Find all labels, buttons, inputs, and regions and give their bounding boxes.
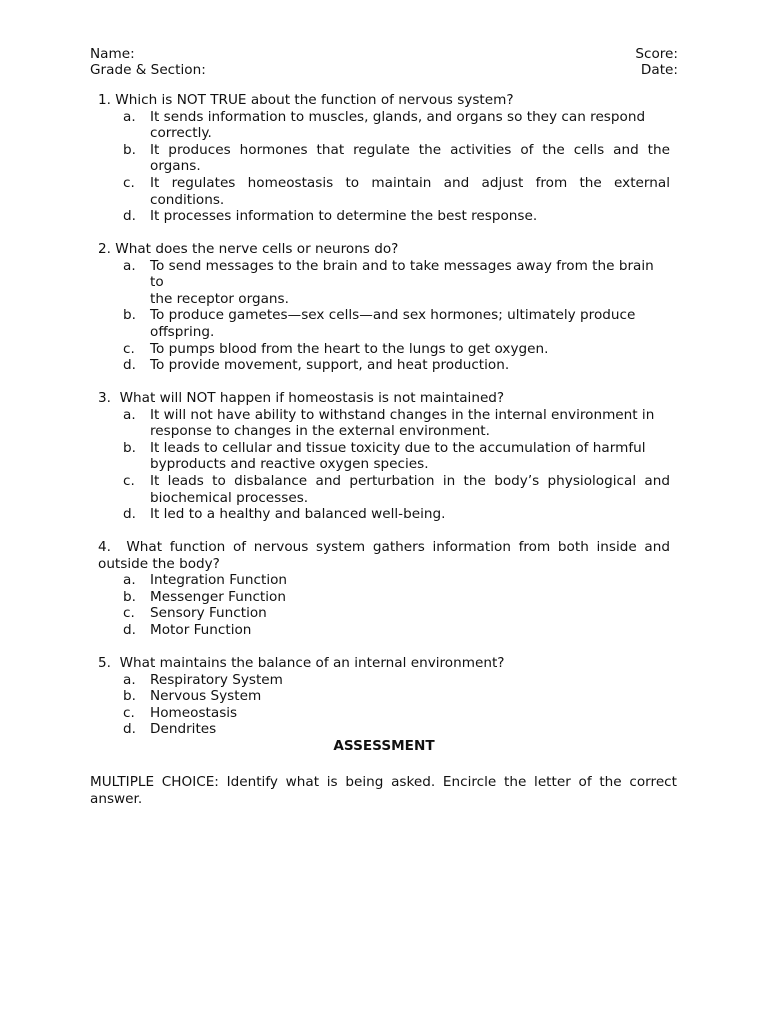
option-c — [98, 705, 670, 722]
option-letter: d. — [123, 357, 136, 374]
option-letter: b. — [123, 439, 136, 456]
option-text: Nervous System — [150, 688, 262, 705]
option-letter: d. — [123, 621, 136, 638]
option-a — [98, 672, 670, 689]
option-letter: a. — [123, 108, 136, 125]
option-letter: a. — [123, 406, 136, 423]
option-text: Messenger Function — [150, 588, 286, 605]
question-text: 3. What will NOT happen if homeostasis is not maintained? — [98, 390, 505, 406]
option-letter: b. — [123, 588, 136, 605]
question-1 — [98, 92, 670, 225]
question-3 — [98, 390, 670, 523]
option-letter: a. — [123, 257, 136, 274]
option-text: Respiratory System — [150, 671, 283, 688]
option-text: It led to a healthy and balanced well-being. — [150, 506, 446, 523]
option-a — [98, 572, 670, 589]
option-c — [98, 175, 670, 208]
option-letter: d. — [123, 506, 136, 523]
option-text: It processes information to determine the best response. — [150, 208, 538, 225]
option-b — [98, 688, 670, 705]
option-text: Integration Function — [150, 572, 288, 589]
option-letter: b. — [123, 307, 136, 324]
option-b — [98, 142, 670, 175]
header-row-2 — [90, 62, 678, 79]
question-text: 2. What does the nerve cells or neurons do? — [98, 241, 399, 257]
option-letter: a. — [123, 572, 136, 589]
question-text: 5. What maintains the balance of an internal environment? — [98, 655, 505, 671]
option-a — [98, 258, 670, 308]
option-text: To pumps blood from the heart to the lungs to get oxygen. — [150, 340, 549, 357]
option-letter: c. — [123, 472, 135, 489]
option-letter: c. — [123, 340, 135, 357]
question-2 — [98, 241, 670, 374]
option-c — [98, 341, 670, 358]
option-text: It produces hormones that regulate the activities of the cells and the organs. — [150, 141, 670, 175]
option-b — [98, 589, 670, 606]
option-text: It sends information to muscles, glands, and organs so they can respond correctly. — [150, 108, 646, 142]
option-text-continued: the receptor organs. — [150, 290, 289, 307]
header-row-1 — [90, 46, 678, 63]
question-4 — [98, 539, 675, 639]
option-text: Motor Function — [150, 621, 252, 638]
option-a — [98, 407, 670, 440]
option-text: It will not have ability to withstand changes in the internal environment in response to changes in the external environment. — [150, 406, 655, 440]
option-text: To produce gametes—sex cells—and sex hormones; ultimately produce offspring. — [150, 307, 636, 340]
option-letter: c. — [123, 605, 135, 622]
option-a — [98, 109, 670, 142]
option-letter: c. — [123, 174, 135, 191]
grade-section-label: Grade & Section: — [90, 62, 206, 78]
option-letter: d. — [123, 208, 136, 225]
instructions: MULTIPLE CHOICE: Identify what is being asked. Encircle the letter of the correct answer. — [90, 774, 677, 807]
option-text: To send messages to the brain and to take messages away from the brain to — [150, 257, 654, 291]
option-text: It leads to disbalance and perturbation in the body’s physiological and biochemical processes. — [150, 472, 670, 506]
name-label: Name: — [90, 46, 135, 62]
option-b — [98, 440, 670, 473]
score-label: Score: — [635, 46, 678, 62]
option-letter: b. — [123, 141, 136, 158]
option-letter: b. — [123, 688, 136, 705]
option-b — [98, 307, 670, 340]
option-c — [98, 605, 670, 622]
question-text: 4. What function of nervous system gathers information from both inside and outside the body? — [98, 539, 675, 572]
option-d — [98, 721, 670, 738]
option-d — [98, 208, 670, 225]
question-5 — [98, 655, 670, 738]
assessment-title: ASSESSMENT — [333, 738, 435, 754]
option-text: Sensory Function — [150, 605, 267, 622]
option-letter: a. — [123, 671, 136, 688]
option-d — [98, 506, 670, 523]
option-text: It regulates homeostasis to maintain and adjust from the external conditions. — [150, 174, 670, 208]
option-d — [98, 357, 670, 374]
option-letter: c. — [123, 704, 135, 721]
date-label: Date: — [640, 62, 678, 78]
option-text: Homeostasis — [150, 704, 238, 721]
option-text: To provide movement, support, and heat production. — [150, 357, 510, 374]
option-d — [98, 622, 670, 639]
option-text: It leads to cellular and tissue toxicity due to the accumulation of harmful byproducts and reactive oxygen species. — [150, 439, 646, 473]
option-c — [98, 473, 670, 506]
option-text: Dendrites — [150, 721, 217, 738]
question-text: 1. Which is NOT TRUE about the function of nervous system? — [98, 92, 514, 108]
option-letter: d. — [123, 721, 136, 738]
